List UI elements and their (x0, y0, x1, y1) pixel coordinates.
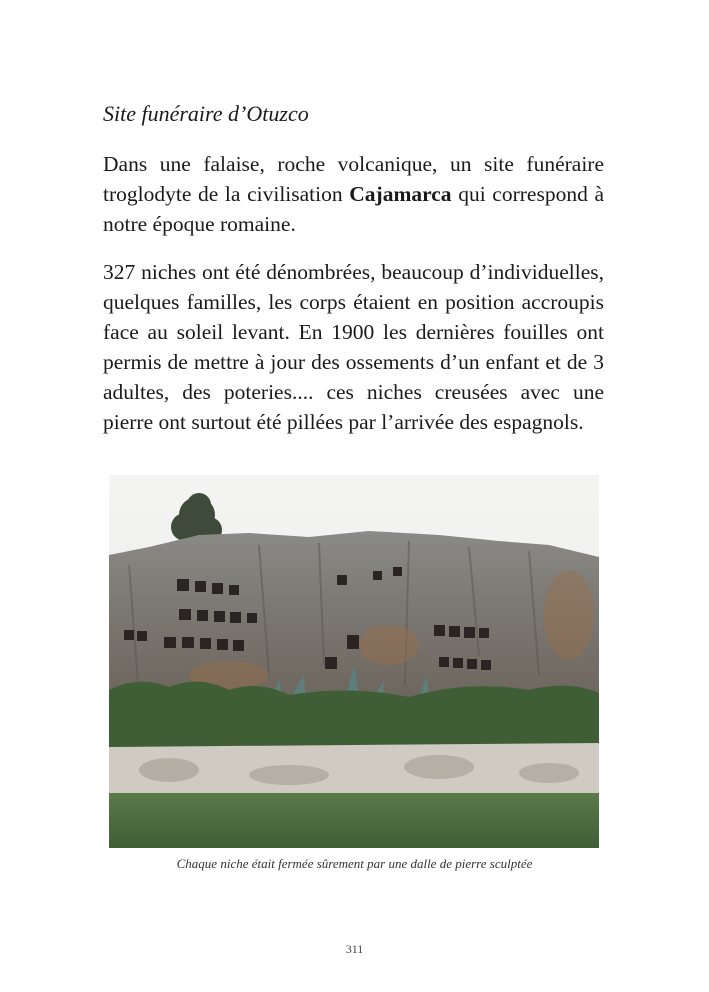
page-number: 311 (345, 942, 364, 956)
cliff-tombs-photo (109, 475, 599, 848)
section-title: Site funéraire d’Otuzco (103, 101, 309, 126)
paragraph-intro (103, 149, 604, 239)
paragraph-intro-text-start: Dans une falaise, roche volcanique, un site funéraire troglodyte de la civilisation (103, 152, 604, 206)
photo-caption: Chaque niche était fermée sûrement par une dalle de pierre sculptée (176, 856, 533, 871)
civilisation-name: Cajamarca (349, 182, 452, 206)
lawn (109, 793, 599, 848)
paragraph-niches: 327 niches ont été dénombrées, beaucoup d’individuelles, quelques familles, les corps étaient en position accroupis face au soleil levant. En 1900 les dernières fouilles ont permis de mettre à jour des ossements d’un enfant et de 3 adultes, des poteries.... ces niches creusées avec une pierre ont surtout été pillées par l’arrivée des espagnols. (103, 260, 604, 434)
paragraph-intro-text-end: qui correspond à notre époque romaine. (103, 182, 604, 236)
